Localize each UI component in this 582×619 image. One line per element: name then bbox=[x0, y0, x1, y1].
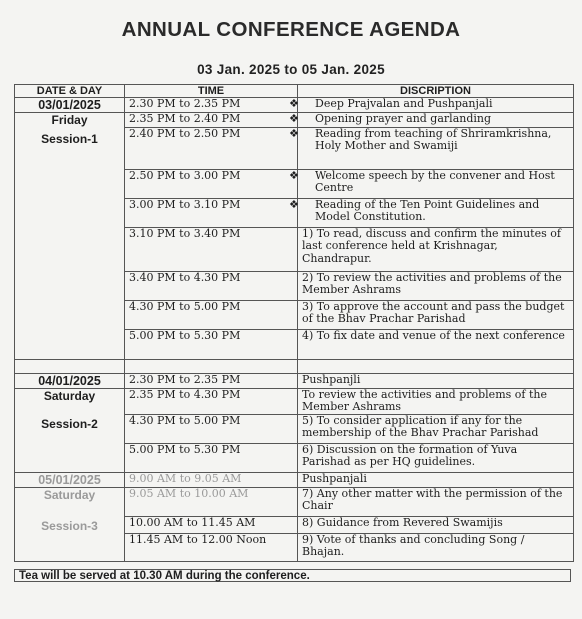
description-text: 3) To approve the account and pass the budget of the Bhav Prachar Parishad bbox=[302, 299, 565, 326]
description-text: 6) Discussion on the formation of Yuva Parishad as per HQ guidelines. bbox=[302, 442, 518, 469]
session-date: 05/01/2025 bbox=[38, 472, 101, 487]
spacer-row bbox=[15, 359, 574, 373]
description-cell bbox=[298, 329, 574, 359]
diamond-bullet-icon: ❖ bbox=[289, 112, 299, 125]
description-cell bbox=[298, 300, 574, 329]
date-day-cell bbox=[15, 329, 125, 359]
date-range: 03 Jan. 2025 to 05 Jan. 2025 bbox=[197, 62, 385, 77]
agenda-title: ANNUAL CONFERENCE AGENDA bbox=[121, 18, 461, 41]
description-cell bbox=[289, 168, 574, 198]
agenda-row bbox=[15, 169, 574, 198]
description-text: 7) Any other matter with the permission of the Chair bbox=[302, 486, 563, 513]
description-cell bbox=[289, 126, 574, 169]
empty-cell bbox=[125, 359, 298, 373]
session-date: 03/01/2025 bbox=[38, 98, 101, 112]
diamond-bullet-icon: ❖ bbox=[289, 197, 299, 211]
time-cell: 2.30 PM to 2.35 PM bbox=[125, 98, 298, 113]
description-cell bbox=[298, 472, 574, 487]
diamond-bullet-icon: ❖ bbox=[289, 97, 299, 110]
time-cell: 2.50 PM to 3.00 PM bbox=[125, 169, 298, 198]
agenda-row bbox=[15, 300, 574, 329]
description-text: Welcome speech by the convener and Host Centre bbox=[315, 168, 555, 195]
time-cell: 5.00 PM to 5.30 PM bbox=[125, 329, 298, 359]
date-day-cell bbox=[15, 388, 125, 414]
session-day: Saturday bbox=[43, 487, 96, 502]
date-day-cell bbox=[15, 271, 125, 300]
agenda-row bbox=[15, 533, 574, 561]
description-cell bbox=[298, 443, 574, 472]
agenda-row bbox=[15, 443, 574, 472]
date-day-cell bbox=[15, 127, 125, 169]
description-cell bbox=[298, 516, 574, 533]
description-cell bbox=[298, 388, 574, 414]
description-cell bbox=[298, 373, 574, 388]
description-text: 8) Guidance from Revered Swamijis bbox=[302, 515, 503, 529]
header-row bbox=[15, 85, 574, 98]
description-cell bbox=[289, 197, 574, 227]
agenda-row bbox=[15, 227, 574, 271]
time-cell: 9.00 AM to 9.05 AM bbox=[125, 472, 298, 487]
session-label: Session-1 bbox=[41, 132, 98, 146]
time-cell: 2.35 PM to 4.30 PM bbox=[125, 388, 298, 414]
date-day-cell bbox=[15, 472, 125, 487]
date-day-cell bbox=[15, 487, 125, 516]
description-cell bbox=[289, 112, 574, 128]
date-day-cell bbox=[15, 373, 125, 388]
description-text: Pushpanjli bbox=[302, 372, 361, 386]
description-text: 5) To consider application if any for the membership of the Bhav Prachar Parishad bbox=[302, 413, 539, 440]
date-day-cell bbox=[15, 227, 125, 271]
session-day: Friday bbox=[51, 113, 88, 127]
date-day-cell bbox=[15, 198, 125, 227]
description-text: 4) To fix date and venue of the next conference bbox=[302, 328, 565, 342]
session-date: 04/01/2025 bbox=[38, 373, 101, 388]
agenda-row bbox=[15, 414, 574, 443]
header-date-day: DATE & DAY bbox=[15, 85, 125, 98]
agenda-row bbox=[15, 388, 574, 414]
description-cell bbox=[289, 97, 574, 113]
time-cell: 10.00 AM to 11.45 AM bbox=[125, 516, 298, 533]
diamond-bullet-icon: ❖ bbox=[289, 168, 299, 182]
agenda-row bbox=[15, 127, 574, 169]
date-day-cell bbox=[15, 443, 125, 472]
description-cell bbox=[298, 414, 574, 443]
date-day-cell bbox=[15, 98, 125, 113]
session-label: Session-2 bbox=[41, 417, 98, 432]
empty-cell bbox=[298, 359, 574, 373]
description-cell bbox=[298, 271, 574, 300]
description-text: Reading from teaching of Shriramkrishna, Holy Mother and Swamiji bbox=[315, 126, 552, 153]
time-cell: 2.35 PM to 2.40 PM bbox=[125, 113, 298, 128]
agenda-row bbox=[15, 373, 574, 388]
date-day-cell bbox=[15, 300, 125, 329]
diamond-bullet-icon: ❖ bbox=[289, 126, 299, 140]
date-day-cell bbox=[15, 169, 125, 198]
time-cell: 2.40 PM to 2.50 PM bbox=[125, 127, 298, 169]
description-text: 9) Vote of thanks and concluding Song / Bhajan. bbox=[302, 532, 525, 559]
agenda-row bbox=[15, 271, 574, 300]
agenda-row bbox=[15, 113, 574, 128]
description-text: 2) To review the activities and problems of the Member Ashrams bbox=[302, 270, 562, 297]
date-day-cell bbox=[15, 414, 125, 443]
date-day-cell bbox=[15, 533, 125, 561]
description-cell bbox=[298, 533, 574, 561]
empty-cell bbox=[15, 359, 125, 373]
agenda-row bbox=[15, 516, 574, 533]
time-cell: 4.30 PM to 5.00 PM bbox=[125, 300, 298, 329]
description-text: Reading of the Ten Point Guidelines and Model Constitution. bbox=[315, 197, 540, 224]
time-cell: 3.10 PM to 3.40 PM bbox=[125, 227, 298, 271]
agenda-body bbox=[15, 98, 574, 562]
description-text: Opening prayer and garlanding bbox=[315, 112, 492, 125]
description-text: Deep Prajvalan and Pushpanjali bbox=[315, 97, 493, 110]
date-day-cell bbox=[15, 113, 125, 128]
time-cell: 2.30 PM to 2.35 PM bbox=[125, 373, 298, 388]
time-cell: 3.00 PM to 3.10 PM bbox=[125, 198, 298, 227]
time-cell: 4.30 PM to 5.00 PM bbox=[125, 414, 298, 443]
session-day: Saturday bbox=[43, 388, 96, 403]
time-cell: 5.00 PM to 5.30 PM bbox=[125, 443, 298, 472]
date-day-cell bbox=[15, 516, 125, 533]
header-description: DISCRIPTION bbox=[298, 85, 574, 98]
agenda-row bbox=[15, 472, 574, 487]
time-cell: 3.40 PM to 4.30 PM bbox=[125, 271, 298, 300]
session-label: Session-3 bbox=[41, 519, 98, 534]
description-cell bbox=[298, 487, 574, 516]
agenda-row bbox=[15, 98, 574, 113]
description-cell bbox=[298, 227, 574, 271]
agenda-row bbox=[15, 198, 574, 227]
agenda-table bbox=[14, 84, 574, 562]
description-text: To review the activities and problems of the Member Ashrams bbox=[302, 387, 547, 414]
header-time: TIME bbox=[125, 85, 298, 98]
description-text: 1) To read, discuss and confirm the minutes of last conference held at Krishnagar, Chandrapur. bbox=[302, 226, 561, 265]
time-cell: 11.45 AM to 12.00 Noon bbox=[125, 533, 298, 561]
description-text: Pushpanjali bbox=[302, 471, 367, 485]
agenda-row bbox=[15, 329, 574, 359]
footer-note: Tea will be served at 10.30 AM during the conference. bbox=[14, 569, 571, 582]
time-cell: 9.05 AM to 10.00 AM bbox=[125, 487, 298, 516]
agenda-row bbox=[15, 487, 574, 516]
